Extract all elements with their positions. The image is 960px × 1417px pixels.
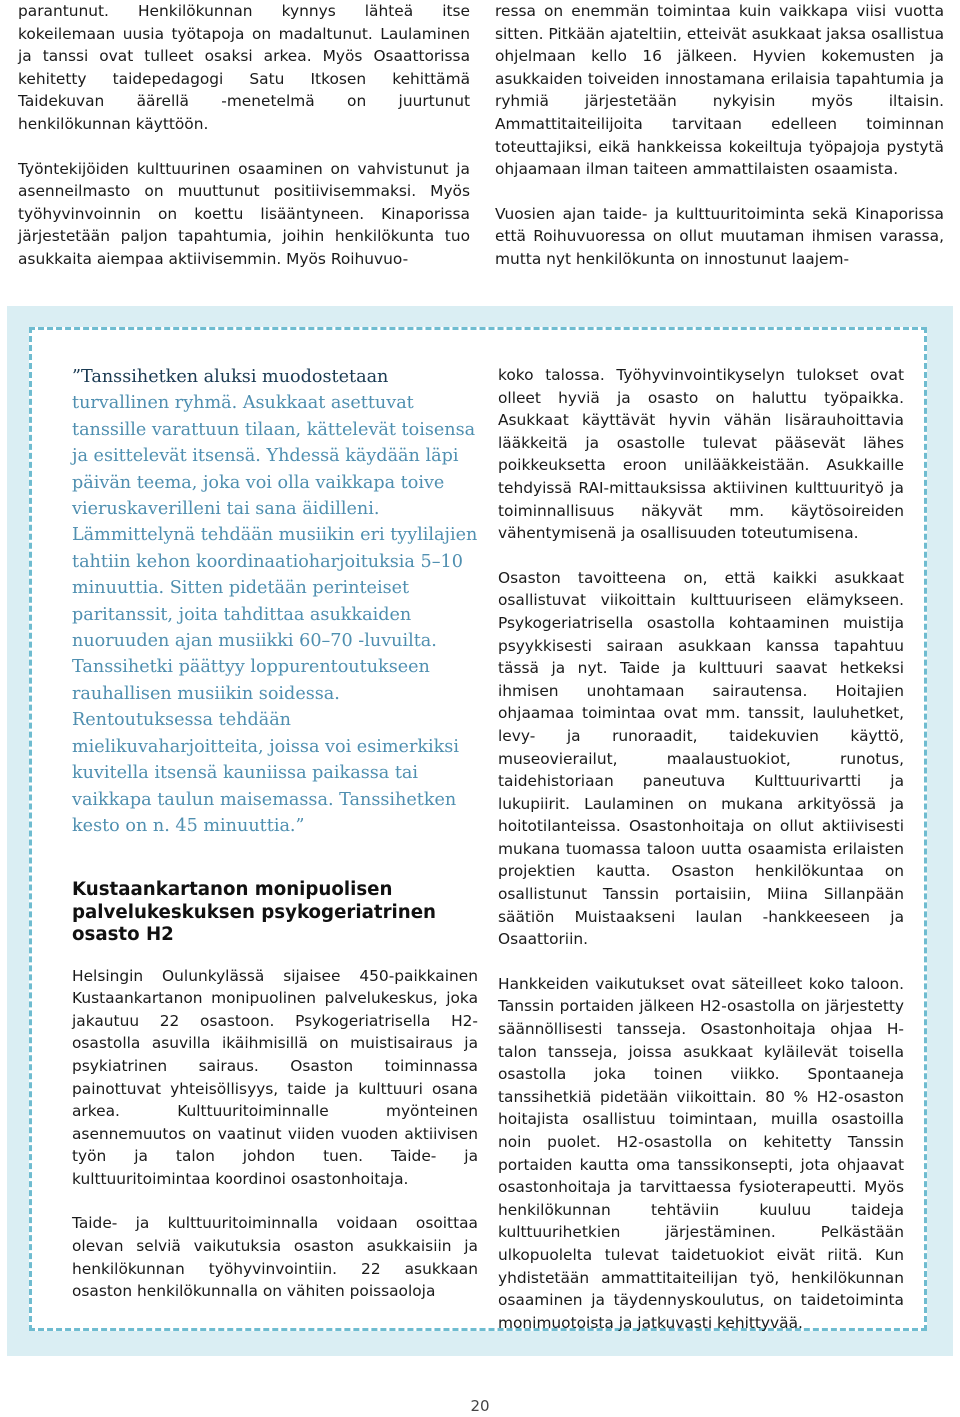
box-right-paragraph-1: koko talossa. Työhyvinvointikyselyn tulokset ovat olleet hyviä ja osasto on haluttu työpaikka. Asukkaat käyttävät hyvin vähän lisärauhoittavia lääkkeitä ja osastolle tulevat pääsevät lähes poikkeuksetta eroon unilääkkeistään. Asukkaille tehdyissä RAI-mittauksissa aktiivinen kulttuurityö ja toiminnallisuus näkyvät mm. käytösoireiden vähentymisenä ja osallisuuden toteutumisena. [498,366,904,543]
top-right-paragraph-2: Vuosien ajan taide- ja kulttuuritoiminta sekä Kinaporissa että Roihuvuoressa on ollut muutaman ihmisen varassa, mutta nyt henkilökunta on innostunut laajem- [495,204,944,268]
top-left-column [18,0,470,271]
box-left-column [72,364,478,1303]
box-right-paragraph-2: Osaston tavoitteena on, että kaikki asukkaat osallistuvat viikoittain kulttuuriseen elämykseen. Psykogeriatrisella osastolla kohtaaminen muistija psyykkisesti sairaan asukkaan kanssa tapahtuu tässä ja nyt. Taide ja kulttuuri saavat hetkeksi ihmisen unohtamaan sairautensa. Hoitajien ohjaamaa toimintaa ovat mm. tanssit, lauluhetket, levy- ja runoraadit, taidekuvien käyttö, museovierailut, maalaustuokiot, runotus, taidehistoriaan paneutuva Kulttuurivartti ja lukupiirit. Laulaminen on mukana arkityössä ja hoitotilanteissa. Osastonhoitaja on ollut aktiivisesti mukana tuomassa taloon uutta osaamista erilaisten projektien kautta. Osaston henkilökuntaa on osallistunut Tanssin portaisiin, Miina Sillanpään säätiön Muistaakseni laulan -hankkeeseen ja Osaattoriin. [498,568,904,949]
top-right-column [495,0,944,271]
box-right-column [498,364,904,1334]
section-heading: Kustaankartanon monipuolisen palvelukeskuksen psykogeriatrinen osasto H2 [72,879,437,946]
case-study-box [7,306,953,1356]
box-left-paragraph-1: Helsingin Oulunkylässä sijaisee 450-paikkainen Kustaankartanon monipuolinen palvelukeskus, joka jakautuu 22 osastoon. Psykogeriatrisella H2-osastolla asuvilla ikäihmisillä on muistisairaus ja psykiatrinen sairaus. Osaston toiminnassa painottuvat yhteisöllisyys, taide ja kulttuuri osana arkea. Kulttuuritoiminnalle myönteinen asennemuutos on vaatinut viiden vuoden aktiivisen työn ja talon johdon tuen. Taide- ja kulttuuritoimintaa koordinoi osastonhoitaja. [72,966,478,1188]
box-right-paragraph-3: Hankkeiden vaikutukset ovat säteilleet koko taloon. Tanssin portaiden jälkeen H2-osastolla on järjestetty säännöllisesti tansseja. Osastonhoitaja ohjaa H-talon tansseja, joissa asukkaat kyläilevät toisella osastolla joka toinen viikko. Spontaaneja tanssihetkiä pidetään viikoittain. 80 % H2-osaston hoitajista osallistuu toimintaan, muilla osastoilla noin puolet. H2-osastolla on kehitetty Tanssin portaiden kautta oma tanssikonsepti, jota ohjaavat osastonhoitaja ja tarvittaessa fysioterapeutti. Myös henkilökunnan tehtäviin kuuluu taideja kulttuurihetkien järjestäminen. Pelkästään ulkopuolelta tulevat taidetuokiot eivät riitä. Kun yhdistetään ammattitaiteilijan työ, henkilökunnan osaaminen ja täydennyskoulutus, on taidetoiminta monimuotoista ja jatkuvasti kehittyvää. [498,974,904,1332]
top-right-paragraph-1: ressa on enemmän toimintaa kuin vaikkapa viisi vuotta sitten. Pitkään ajateltiin, etteivät asukkaat jaksa osallistua ohjelmaan kello 16 jälkeen. Hyvien kokemusten ja asukkaiden toiveiden innostamana erilaisia tapahtumia ja ryhmiä järjestetään nykyisin myös iltaisin. Ammattitaiteilijoita tarvitaan edelleen toiminnan toteuttajiksi, eikä hankkeissa kokeiltuja työpajoja pystytä ohjaamaan ilman taiteen ammattilaisten osaamista. [495,2,945,179]
top-left-paragraph-2: Työntekijöiden kulttuurinen osaaminen on vahvistunut ja asenneilmasto on muuttunut positiivisemmaksi. Myös työhyvinvoinnin on koettu lisääntyneen. Kinaporissa järjestetään paljon tapahtumia, joihin henkilökunta tuo asukkaita aiempaa aktiivisemmin. Myös Roihuvuo- [18,159,470,268]
dashed-frame [29,327,927,1331]
pull-quote [72,364,478,839]
pull-quote-lead: ”Tanssihetken aluksi muodostetaan [72,367,389,387]
pull-quote-body: turvallinen ryhmä. Asukkaat asettuvat tanssille varattuun tilaan, kättelevät toisensa ja esittelevät itsensä. Yhdessä käydään läpi päivän teema, joka voi olla vaikkapa toive vieruskaverilleni tai sana äidilleni. Lämmittelynä tehdään musiikin eri tyylilajien tahtiin kehon koordinaatioharjoituksia 5–10 minuuttia. Sitten pidetään perinteiset paritanssit, joita tahdittaa asukkaiden nuoruuden ajan musiikki 60–70 -luvuilta. Tanssihetki päättyy loppurentoutukseen rauhallisen musiikin soidessa. Rentoutuksessa tehdään mielikuvaharjoitteita, joissa voi esimerkiksi kuvitella itsensä kauniissa paikassa tai vaikkapa taulun maisemassa. Tanssihetken kesto on n. 45 minuuttia.” [72,393,478,836]
top-left-paragraph-1: parantunut. Henkilökunnan kynnys lähteä itse kokeilemaan uusia työtapoja on madaltunut. Laulaminen ja tanssi ovat tulleet osaksi arkea. Myös Osaattorissa kehitetty taidepedagogi Satu Itkosen kehittämä Taidekuvan äärellä -menetelmä on juurtunut henkilökunnan käyttöön. [18,2,470,133]
box-left-paragraph-2: Taide- ja kulttuuritoiminnalla voidaan osoittaa olevan selviä vaikutuksia osaston asukkaisiin ja henkilökunnan työhyvinvointiin. 22 asukkaan osaston henkilökunnalla on vähiten poissaoloja [72,1214,478,1301]
page-number: 20 [470,1397,490,1415]
